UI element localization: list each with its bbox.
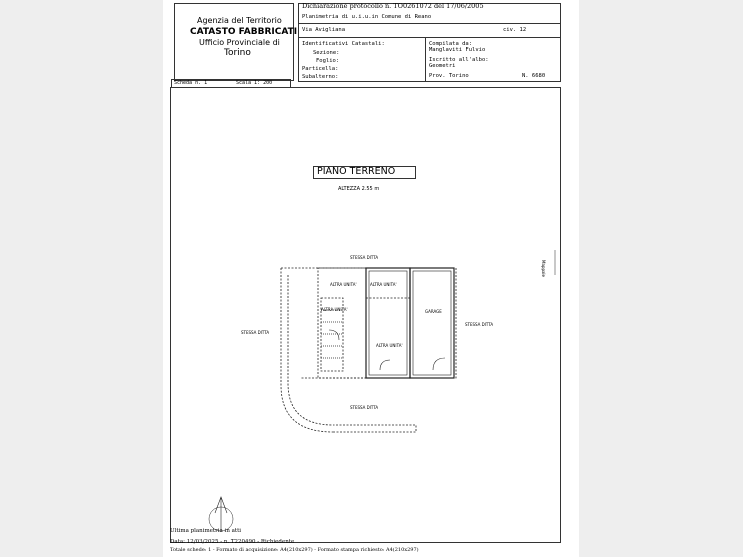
registered-label: Iscritto all'albo:	[429, 57, 489, 63]
curved-perimeter	[281, 268, 333, 432]
last-plan-note: Ultima planimetria in atti	[170, 528, 242, 534]
agency-name: Agenzia del Territorio	[197, 16, 282, 25]
door-arc	[380, 360, 390, 370]
catasto-title: CATASTO FABBRICATI	[190, 27, 298, 37]
side-label: Mappale	[541, 260, 546, 278]
door-arc	[433, 358, 445, 370]
curved-perimeter-inner	[288, 275, 333, 425]
scala-label: Scala 1: 200	[236, 80, 273, 86]
bottom-strip	[333, 425, 416, 432]
floor-height: ALTEZZA 2.55 m	[338, 186, 380, 192]
label-right: STESSA DITTA	[465, 322, 494, 327]
room-label: ALTRA UNITA'	[330, 282, 357, 287]
civ-line: civ. 12	[503, 27, 527, 33]
door-arc	[329, 330, 339, 340]
label-bottom: STESSA DITTA	[350, 405, 379, 410]
garage-wall	[410, 268, 454, 378]
registration-number: N. 6680	[522, 73, 546, 79]
garage-inner-wall	[413, 271, 451, 375]
floor-title: PIANO TERRENO	[317, 166, 396, 177]
subalterno-label: Subalterno:	[302, 74, 339, 80]
scheda-label: Scheda n. 1	[174, 80, 208, 86]
room-label: ALTRA UNITA'	[376, 343, 403, 348]
planimetry-line: Planimetria di u.i.u.in Comune di Reano	[302, 14, 432, 20]
compiled-label: Compilata da:	[429, 41, 473, 47]
street-line: Via Avigliana	[302, 27, 346, 33]
foglio-label: Foglio:	[316, 58, 340, 64]
protocol-line: Dichiarazione protocollo n. TO0261072 del 17/06/2005	[302, 2, 484, 10]
north-arrow	[215, 497, 227, 530]
province: Prov. Torino	[429, 73, 469, 79]
office-city: Torino	[224, 48, 251, 58]
label-top: STESSA DITTA	[350, 255, 379, 260]
room-label: ALTRA UNITA'	[370, 282, 397, 287]
identifiers-title: Identificativi Catastali:	[302, 41, 385, 47]
schede-line: Totale schede: 1 - Formato di acquisizione: A4(210x297) - Formato stampa richiesto: A4(210x297)	[170, 547, 419, 553]
compiled-name: Manglaviti Fulvio	[429, 47, 486, 53]
office-name: Ufficio Provinciale di	[199, 38, 280, 47]
label-left: STESSA DITTA	[241, 330, 270, 335]
particella-label: Particella:	[302, 66, 339, 72]
registered-value: Geometri	[429, 63, 456, 69]
outer-perimeter	[281, 268, 456, 378]
document-sheet	[163, 0, 579, 557]
floor-plan-drawing	[163, 0, 579, 557]
garage-label: GARAGE	[425, 309, 442, 314]
sezione-label: Sezione:	[313, 50, 340, 56]
room-label: ALTRA UNITA'	[321, 307, 348, 312]
date-line: Data: 12/03/2025 - n. T220490 - Richiedente	[170, 539, 295, 545]
